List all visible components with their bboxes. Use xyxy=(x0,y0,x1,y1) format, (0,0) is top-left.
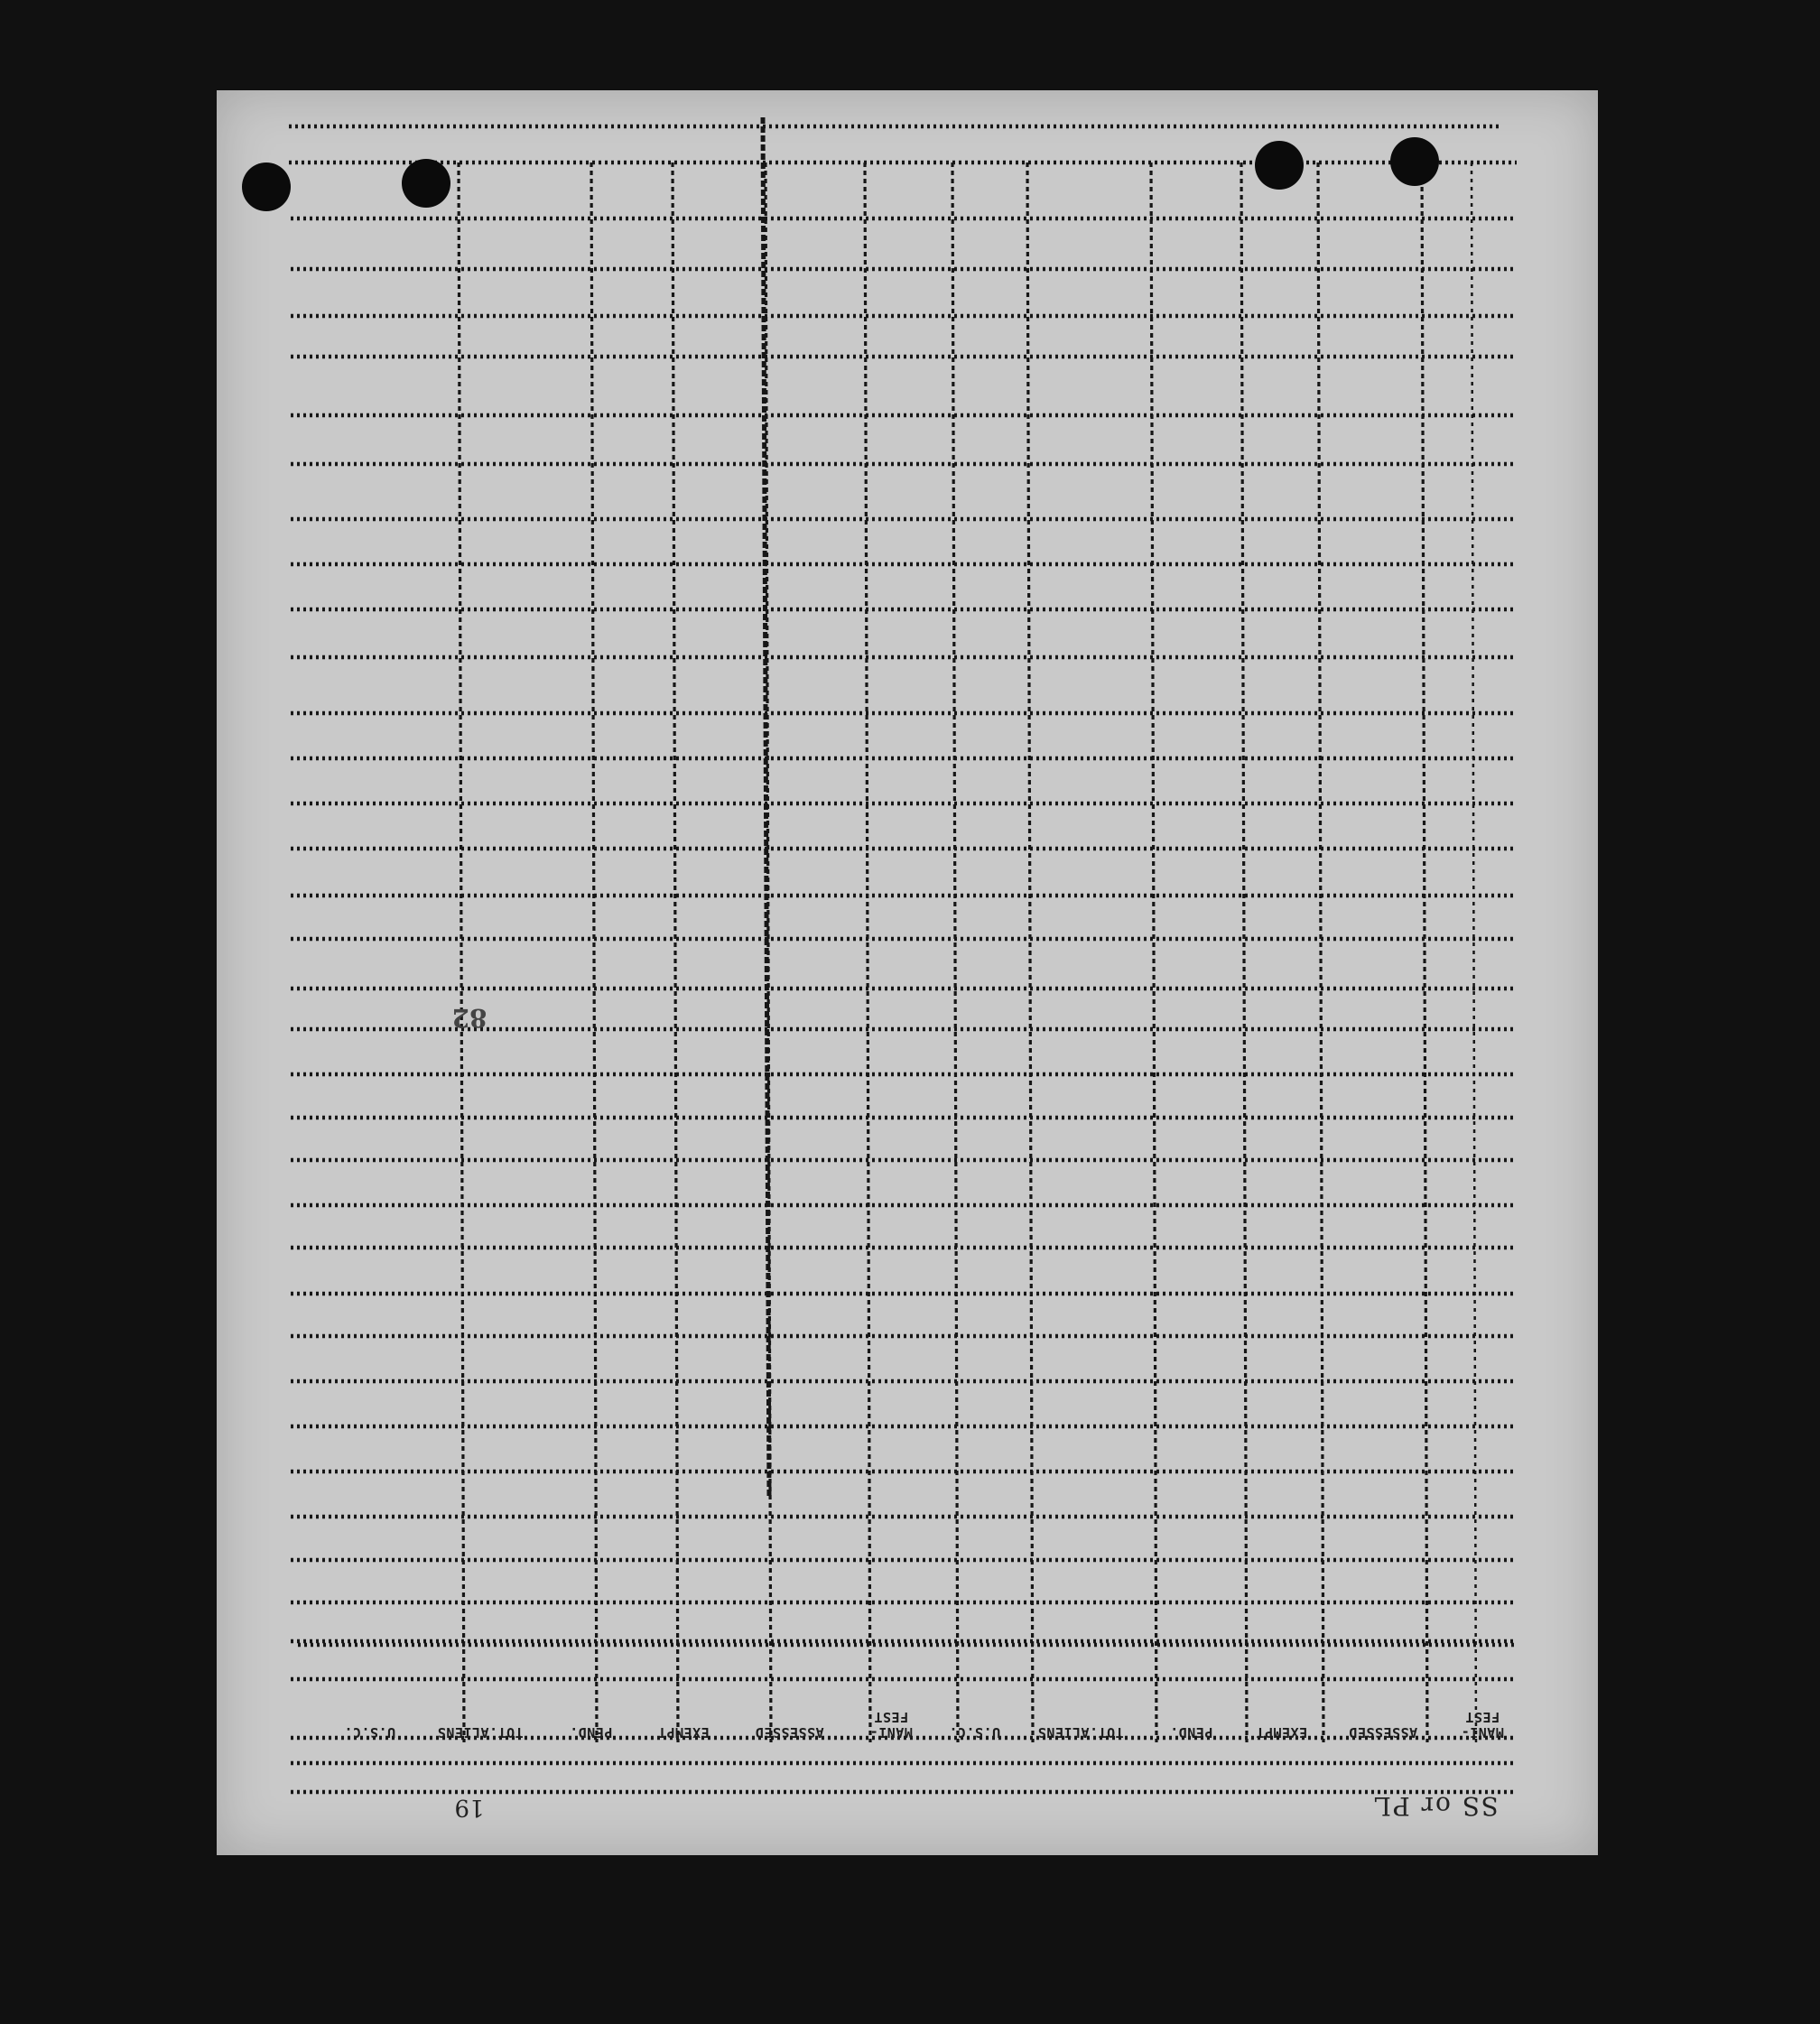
header-exempt: EXEMPT xyxy=(657,1724,710,1741)
grid-column-rule xyxy=(952,162,958,1742)
header-assessed: ASSESSED xyxy=(1348,1724,1418,1741)
header-exempt: EXEMPT xyxy=(1255,1724,1308,1741)
grid-column-rule xyxy=(1422,162,1427,1742)
grid-column-rule xyxy=(591,162,597,1742)
ship-label: SS or PL xyxy=(1372,1791,1499,1821)
punch-hole xyxy=(1390,137,1439,186)
grid-column-rule xyxy=(673,162,678,1742)
header-manifest: MANI- FEST xyxy=(869,1709,913,1741)
grid-column-rule xyxy=(459,162,464,1742)
dotted-grid xyxy=(217,90,1598,1855)
header-total-aliens: TOT.ALIENS xyxy=(437,1724,524,1741)
grid-column-rule xyxy=(865,162,870,1742)
grid-column-rule xyxy=(1241,162,1247,1742)
header-pending: PEND. xyxy=(1169,1724,1213,1741)
grid-column-rule xyxy=(1151,162,1156,1742)
punch-hole xyxy=(1255,141,1304,190)
year-prefix: 19 xyxy=(454,1794,485,1821)
header-usc: U.S.C. xyxy=(343,1724,396,1741)
manifest-form-sheet xyxy=(217,90,1598,1855)
header-total-aliens: TOT.ALIENS xyxy=(1037,1724,1124,1741)
grid-column-rule xyxy=(1318,162,1323,1742)
header-manifest: MANI- FEST xyxy=(1461,1709,1504,1741)
grid-column-rule xyxy=(1027,162,1033,1742)
center-divider-rule xyxy=(763,117,769,1499)
right-margin-rule xyxy=(1472,162,1476,1742)
punch-hole xyxy=(242,162,291,211)
header-usc: U.S.C. xyxy=(948,1724,1001,1741)
punch-hole xyxy=(402,159,450,208)
header-pending: PEND. xyxy=(569,1724,613,1741)
header-assessed: ASSESSED xyxy=(755,1724,824,1741)
faint-stamp-mark: 82 xyxy=(451,1003,488,1033)
column-header-row xyxy=(300,1694,1528,1740)
